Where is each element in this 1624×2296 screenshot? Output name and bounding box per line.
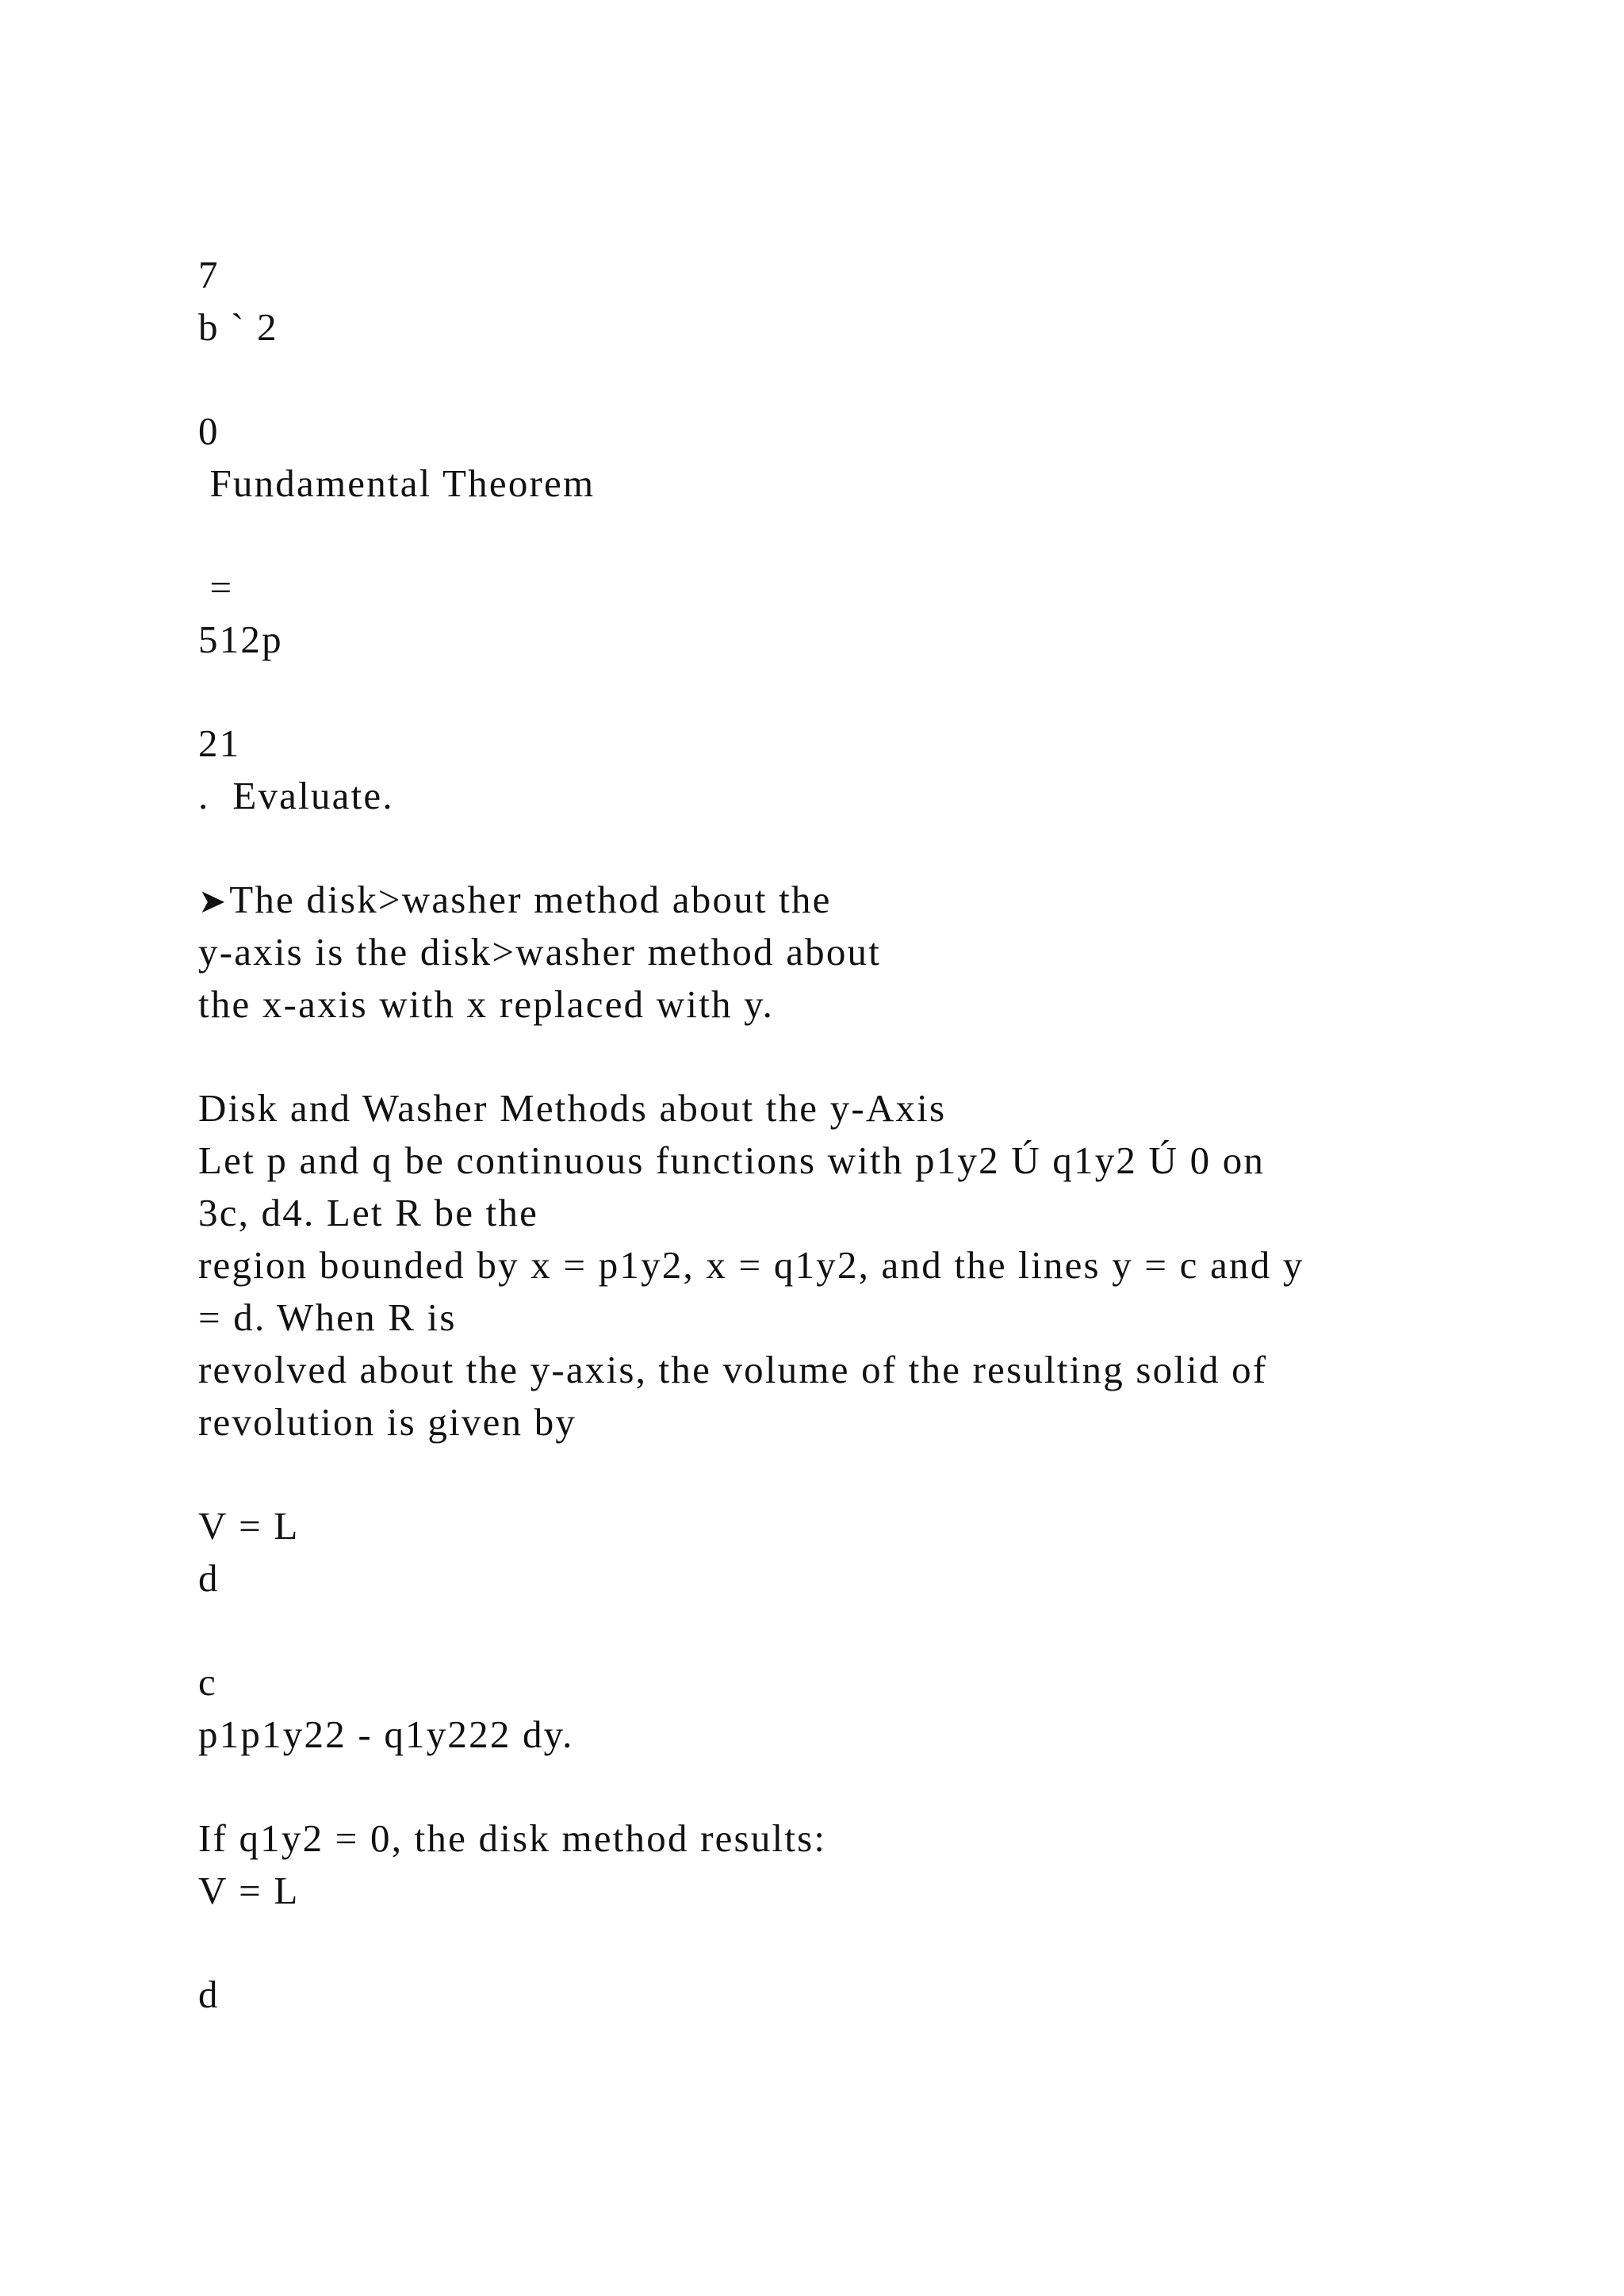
text-line: y-axis is the disk>washer method about — [198, 930, 882, 974]
text-line: If q1y2 = 0, the disk method results: — [198, 1816, 827, 1860]
text-line: = d. When R is — [198, 1295, 457, 1339]
note-line — [198, 880, 832, 919]
formula-line: V = L — [198, 1504, 300, 1548]
text-line: the x-axis with x replaced with y. — [198, 982, 775, 1026]
text-line: Let p and q be continuous functions with p1y2 Ú q1y2 Ú 0 on — [198, 1138, 1266, 1182]
section-heading: Disk and Washer Methods about the y-Axis — [198, 1086, 947, 1130]
text-line: = — [198, 565, 234, 609]
formula-line: c — [198, 1660, 217, 1704]
text-line: 0 — [198, 409, 220, 453]
text-line: region bounded by x = p1y2, x = q1y2, and the lines y = c and y — [198, 1243, 1304, 1287]
text-line: 512p — [198, 618, 283, 661]
text-line: b ` 2 — [198, 305, 278, 349]
note-text: The disk>washer method about the — [229, 878, 832, 921]
text-line: 3c, d4. Let R be the — [198, 1191, 539, 1234]
text-line: . Evaluate. — [198, 774, 394, 817]
formula-line: V = L — [198, 1869, 300, 1912]
section-heading: Fundamental Theorem — [198, 461, 596, 505]
text-line: revolved about the y-axis, the volume of the resulting solid of — [198, 1348, 1268, 1391]
formula-line: p1p1y22 - q1y222 dy. — [198, 1712, 574, 1756]
text-line: 7 — [198, 253, 220, 297]
arrow-bullet-icon: ➤ — [198, 882, 227, 920]
formula-line: d — [198, 1973, 220, 2016]
text-line: revolution is given by — [198, 1400, 577, 1444]
formula-line: d — [198, 1556, 220, 1600]
text-line: 21 — [198, 721, 241, 765]
